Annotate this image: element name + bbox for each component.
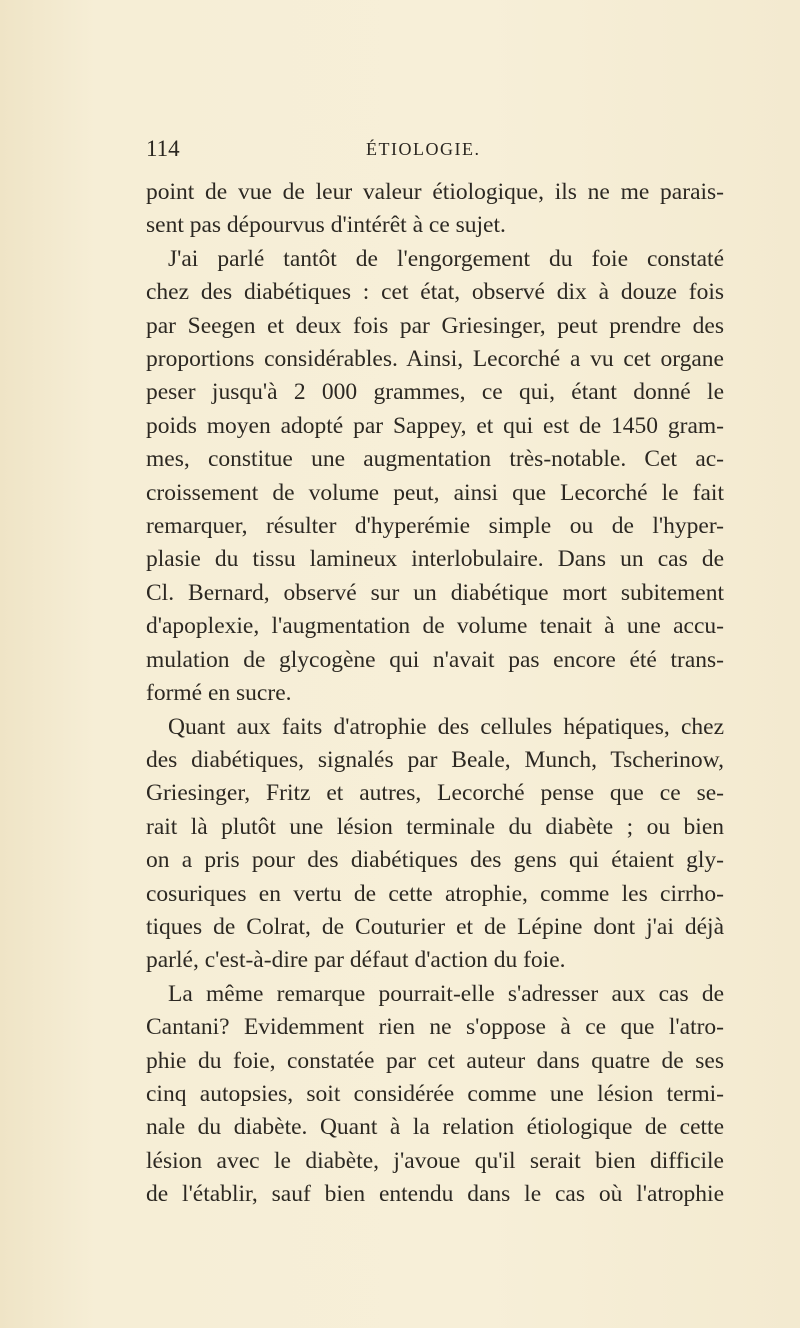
text-line: point de vue de leur valeur étiologique, ils ne me parais- — [146, 179, 724, 205]
text-line: remarquer, résulter d'hyperémie simple ou de l'hyper- — [146, 513, 724, 540]
text-line: formé en sucre. — [146, 680, 292, 707]
text-line: rait là plutôt une lésion terminale du diabète ; ou bien — [146, 813, 724, 840]
text-line: chez des diabétiques : cet état, observé dix à douze fois — [146, 279, 724, 306]
text-line: peser jusqu'à 2 000 grammes, ce qui, étant donné le — [146, 379, 724, 406]
text-line: nale du diabète. Quant à la relation étiologique de cette — [146, 1114, 724, 1141]
text-line: on a pris pour des diabétiques des gens qui étaient gly- — [146, 847, 724, 874]
running-head: ÉTIOLOGIE. — [366, 139, 481, 159]
text-line: poids moyen adopté par Sappey, et qui est de 1450 gram- — [146, 412, 724, 439]
text-line: Quant aux faits d'atrophie des cellules hépatiques, chez — [168, 713, 724, 740]
text-line: sent pas dépourvus d'intérêt à ce sujet. — [146, 212, 506, 239]
paragraph — [146, 176, 724, 243]
text-line: cosuriques en vertu de cette atrophie, comme les cirrho- — [146, 880, 724, 907]
text-line: plasie du tissu lamineux interlobulaire. Dans un cas de — [146, 546, 724, 573]
text-line: tiques de Colrat, de Couturier et de Lépine dont j'ai déjà — [146, 913, 724, 940]
text-line: croissement de volume peut, ainsi que Lecorché le fait — [146, 479, 724, 506]
page-number: 114 — [146, 136, 180, 161]
text-line: proportions considérables. Ainsi, Lecorché a vu cet organe — [146, 346, 724, 373]
paragraph — [146, 243, 724, 711]
text-line: de l'établir, sauf bien entendu dans le cas où l'atrophie — [146, 1181, 724, 1208]
text-line: La même remarque pourrait-elle s'adresser aux cas de — [168, 980, 724, 1007]
text-line: mulation de glycogène qui n'avait pas encore été trans- — [146, 646, 724, 673]
page-header — [146, 136, 726, 166]
text-line: phie du foie, constatée par cet auteur dans quatre de ses — [146, 1047, 724, 1074]
text-line: Cantani? Evidemment rien ne s'oppose à ce que l'atro- — [146, 1014, 724, 1041]
text-line: cinq autopsies, soit considérée comme une lésion termi- — [146, 1080, 724, 1107]
body-text — [146, 176, 724, 1212]
text-line: des diabétiques, signalés par Beale, Munch, Tscherinow, — [146, 746, 724, 773]
text-line: Cl. Bernard, observé sur un diabétique mort subitement — [146, 579, 724, 606]
text-line: parlé, c'est-à-dire par défaut d'action du foie. — [146, 947, 566, 974]
text-line: Griesinger, Fritz et autres, Lecorché pense que ce se- — [146, 780, 724, 807]
text-line: d'apoplexie, l'augmentation de volume tenait à une accu- — [146, 613, 724, 640]
text-line: J'ai parlé tantôt de l'engorgement du foie constaté — [168, 245, 724, 272]
paragraph — [146, 711, 724, 978]
paragraph — [146, 978, 724, 1212]
text-line: lésion avec le diabète, j'avoue qu'il serait bien difficile — [146, 1147, 724, 1174]
text-line: mes, constitue une augmentation très-notable. Cet ac- — [146, 446, 724, 473]
text-line: par Seegen et deux fois par Griesinger, peut prendre des — [146, 312, 724, 339]
